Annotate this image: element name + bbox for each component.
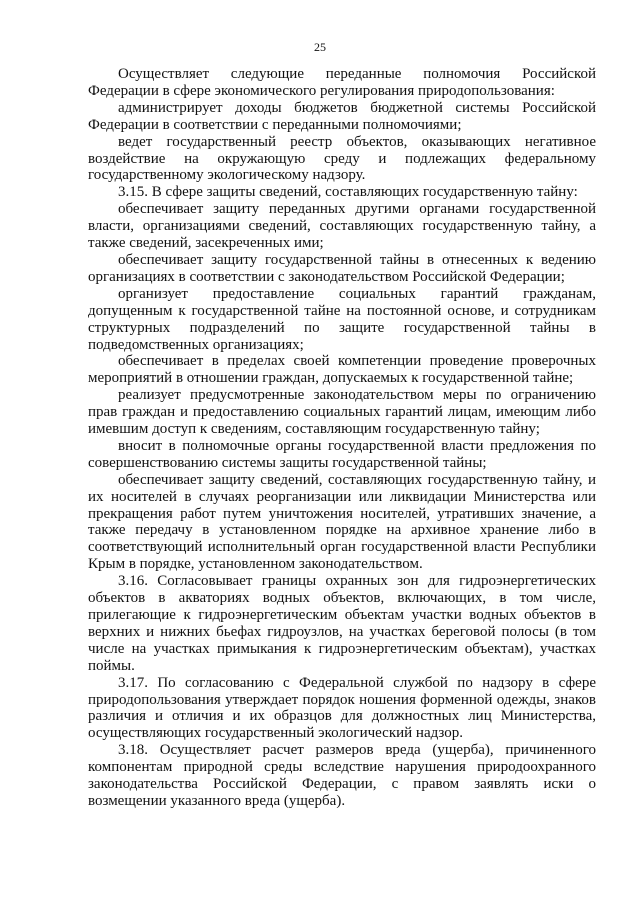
- paragraph-proposals: вносит в полномочные органы государственной власти предложения по совершенствованию системы защиты государственной тайны;: [88, 437, 596, 471]
- paragraph-verification-measures: обеспечивает в пределах своей компетенции проведение проверочных мероприятий в отношении граждан, допускаемых к государственной тайне;: [88, 353, 596, 387]
- paragraph-registry: ведет государственный реестр объектов, оказывающих негативное воздействие на окружающую среду и подлежащих федеральному государственному экологическому надзору.: [88, 133, 596, 184]
- paragraph-social-guarantees: организует предоставление социальных гарантий гражданам, допущенным к государственной тайне на постоянной основе, и сотрудникам структурных подразделений по защите государственной тайны в подведомственных организациях;: [88, 285, 596, 353]
- paragraph-3-17: 3.17. По согласованию с Федеральной службой по надзору в сфере природопользования утверждает порядок ношения форменной одежды, знаков различия и отличия и их образцов для должностных лиц Министерства, осуществляющих государственный экологический надзор.: [88, 674, 596, 742]
- page-number: 25: [314, 40, 326, 54]
- paragraph-protect-state-secret: обеспечивает защиту государственной тайны в отнесенных к ведению организациях в соответствии с законодательством Российской Федерации;: [88, 251, 596, 285]
- paragraph-carriers-protection: обеспечивает защиту сведений, составляющих государственную тайну, и их носителей в случаях реорганизации или ликвидации Министерства или прекращения работ путем уничтожения носителей, утративших значение, а также передачу в установленном порядке на архивное хранение либо в соответствующий исполнительный орган государственной власти Республики Крым в порядке, установленном законодательством.: [88, 471, 596, 573]
- paragraph-3-16: 3.16. Согласовывает границы охранных зон для гидроэнергетических объектов в акваториях водных объектов, включающих, в том числе, прилегающие к гидроэнергетическим объектам участки водных объектов в верхних и нижних бьефах гидроузлов, на участках береговой полосы (в том числе на участках примыкания к гидроэнергетическим объектам), участках поймы.: [88, 573, 596, 674]
- paragraph-protect-transferred-info: обеспечивает защиту переданных другими органами государственной власти, организациями сведений, составляющих государственную тайну, а также сведений, засекреченных ими;: [88, 201, 596, 252]
- document-body: [88, 66, 596, 810]
- paragraph-powers-intro: Осуществляет следующие переданные полномочия Российской Федерации в сфере экономического регулирования природопользования:: [88, 66, 596, 99]
- paragraph-budget-revenue: администрирует доходы бюджетов бюджетной системы Российской Федерации в соответствии с переданными полномочиями;: [88, 99, 596, 133]
- paragraph-3-18: 3.18. Осуществляет расчет размеров вреда (ущерба), причиненного компонентам природной среды вследствие нарушения природоохранного законодательства Российской Федерации, с правом заявлять иски о возмещении указанного вреда (ущерба).: [88, 742, 596, 809]
- paragraph-rights-restriction: реализует предусмотренные законодательством меры по ограничению прав граждан и предоставлению социальных гарантий лицам, имеющим либо имевшим доступ к сведениям, составляющим государственную тайну;: [88, 387, 596, 438]
- paragraph-3-15-heading: 3.15. В сфере защиты сведений, составляющих государственную тайну:: [118, 184, 578, 201]
